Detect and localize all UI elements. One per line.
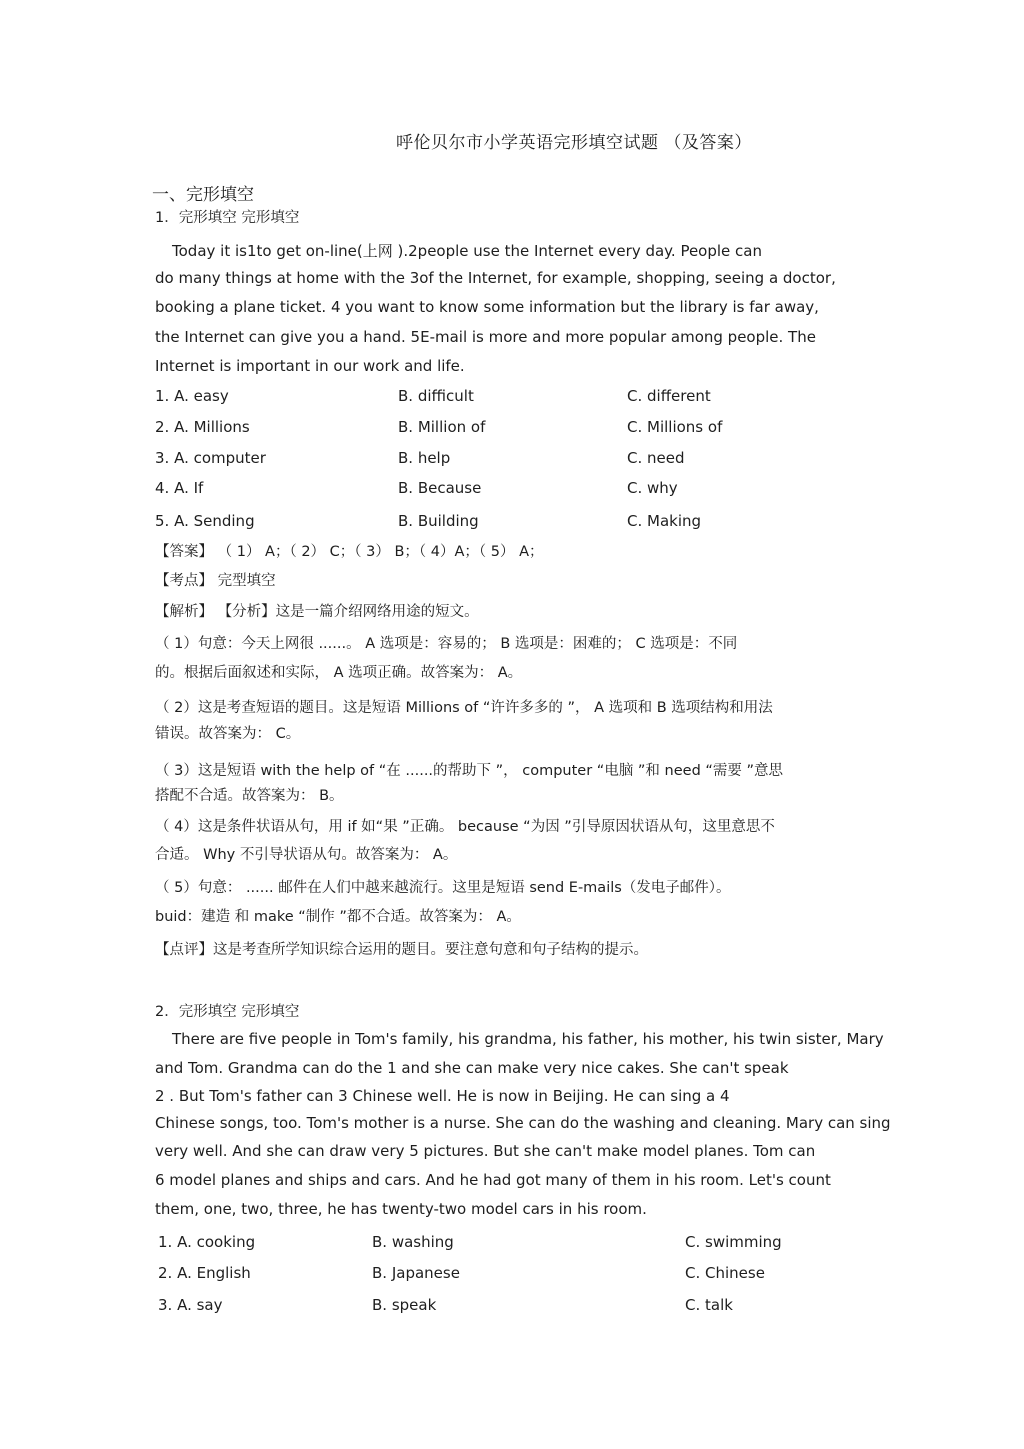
q2-option-a: 3. A. say bbox=[158, 1296, 223, 1314]
q1-explanation-line: 合适。 Why 不引导状语从句。故答案为： A。 bbox=[155, 847, 458, 863]
q2-passage-line: and Tom. Grandma can do the 1 and she can make very nice cakes. She can't speak bbox=[155, 1059, 789, 1077]
q1-explanation-line: （ 5）句意： ...... 邮件在人们中越来越流行。这里是短语 send E-mails（发电子邮件）。 bbox=[155, 880, 731, 896]
q1-explanation-line: 搭配不合适。故答案为： B。 bbox=[155, 788, 344, 804]
q1-option-c: C. Making bbox=[627, 512, 702, 530]
q2-option-b: B. washing bbox=[372, 1233, 454, 1251]
q1-explanation-line: 的。根据后面叙述和实际， A 选项正确。故答案为： A。 bbox=[155, 665, 523, 681]
q2-passage-line: 2 . But Tom's father can 3 Chinese well. He is now in Beijing. He can sing a 4 bbox=[155, 1087, 730, 1105]
q2-passage-line: very well. And she can draw very 5 pictures. But she can't make model planes. Tom can bbox=[155, 1142, 816, 1160]
q2-passage-line: There are five people in Tom's family, his grandma, his father, his mother, his twin sister, Mary bbox=[172, 1030, 884, 1048]
q1-explanation-line: （ 1）句意：今天上网很 ......。 A 选项是：容易的； B 选项是：困难的； C 选项是：不同 bbox=[155, 636, 738, 652]
q1-passage-line: the Internet can give you a hand. 5E-mail is more and more popular among people. The bbox=[155, 328, 816, 346]
q1-option-a: 3. A. computer bbox=[155, 449, 266, 467]
q1-option-b: B. Million of bbox=[398, 418, 486, 436]
q1-explanation-line: 错误。故答案为： C。 bbox=[155, 726, 301, 742]
q2-option-a: 1. A. cooking bbox=[158, 1233, 256, 1251]
q1-explanation-line: （ 4）这是条件状语从句，用 if 如“果 ”正确。 because “为因 ”引导原因状语从句，这里意思不 bbox=[155, 819, 775, 835]
q2-passage-line: Chinese songs, too. Tom's mother is a nurse. She can do the washing and cleaning. Mary can sing bbox=[155, 1114, 891, 1132]
q1-answer: 【答案】 （ 1） A；（ 2） C；（ 3） B；（ 4）A；（ 5） A； bbox=[155, 544, 544, 560]
q2-option-b: B. speak bbox=[372, 1296, 437, 1314]
q2-option-a: 2. A. English bbox=[158, 1264, 251, 1282]
q1-option-b: B. help bbox=[398, 449, 451, 467]
q1-option-b: B. Building bbox=[398, 512, 479, 530]
q1-explanation-line: （ 3）这是短语 with the help of “在 ......的帮助下 ”， computer “电脑 ”和 need “需要 ”意思 bbox=[155, 763, 784, 779]
q1-option-b: B. difficult bbox=[398, 387, 474, 405]
q2-option-b: B. Japanese bbox=[372, 1264, 460, 1282]
q1-passage-line: do many things at home with the 3of the Internet, for example, shopping, seeing a doctor, bbox=[155, 269, 836, 287]
q2-option-c: C. talk bbox=[685, 1296, 733, 1314]
page-title: 呼伦贝尔市小学英语完形填空试题 （及答案） bbox=[396, 133, 752, 153]
question-2-header: 2．完形填空 完形填空 bbox=[155, 1004, 300, 1020]
q1-dianping: 【点评】这是考查所学知识综合运用的题目。要注意句意和句子结构的提示。 bbox=[155, 942, 648, 958]
q1-option-a: 2. A. Millions bbox=[155, 418, 250, 436]
q1-option-a: 5. A. Sending bbox=[155, 512, 255, 530]
q1-option-a: 1. A. easy bbox=[155, 387, 229, 405]
q1-kaodian: 【考点】 完型填空 bbox=[155, 573, 276, 589]
q1-passage-line: Today it is1to get on-line(上网 ).2people use the Internet every day. People can bbox=[172, 242, 762, 260]
q2-passage-line: them, one, two, three, he has twenty-two model cars in his room. bbox=[155, 1200, 647, 1218]
q1-passage-line: booking a plane ticket. 4 you want to know some information but the library is far away, bbox=[155, 298, 819, 316]
q1-option-c: C. need bbox=[627, 449, 685, 467]
section-heading: 一、完形填空 bbox=[152, 185, 254, 205]
q2-option-c: C. Chinese bbox=[685, 1264, 765, 1282]
q1-option-c: C. Millions of bbox=[627, 418, 723, 436]
question-1-header: 1．完形填空 完形填空 bbox=[155, 210, 300, 226]
q1-option-c: C. different bbox=[627, 387, 711, 405]
q1-option-a: 4. A. If bbox=[155, 479, 204, 497]
q2-option-c: C. swimming bbox=[685, 1233, 782, 1251]
q1-explanation-line: buid：建造 和 make “制作 ”都不合适。故答案为： A。 bbox=[155, 909, 521, 925]
q2-passage-line: 6 model planes and ships and cars. And he had got many of them in his room. Let's count bbox=[155, 1171, 831, 1189]
q1-option-c: C. why bbox=[627, 479, 678, 497]
q1-jiexi: 【解析】 【分析】这是一篇介绍网络用途的短文。 bbox=[155, 604, 479, 620]
q1-explanation-line: （ 2）这是考查短语的题目。这是短语 Millions of “许许多多的 ”， A 选项和 B 选项结构和用法 bbox=[155, 700, 773, 716]
q1-passage-line: Internet is important in our work and life. bbox=[155, 357, 465, 375]
q1-option-b: B. Because bbox=[398, 479, 482, 497]
